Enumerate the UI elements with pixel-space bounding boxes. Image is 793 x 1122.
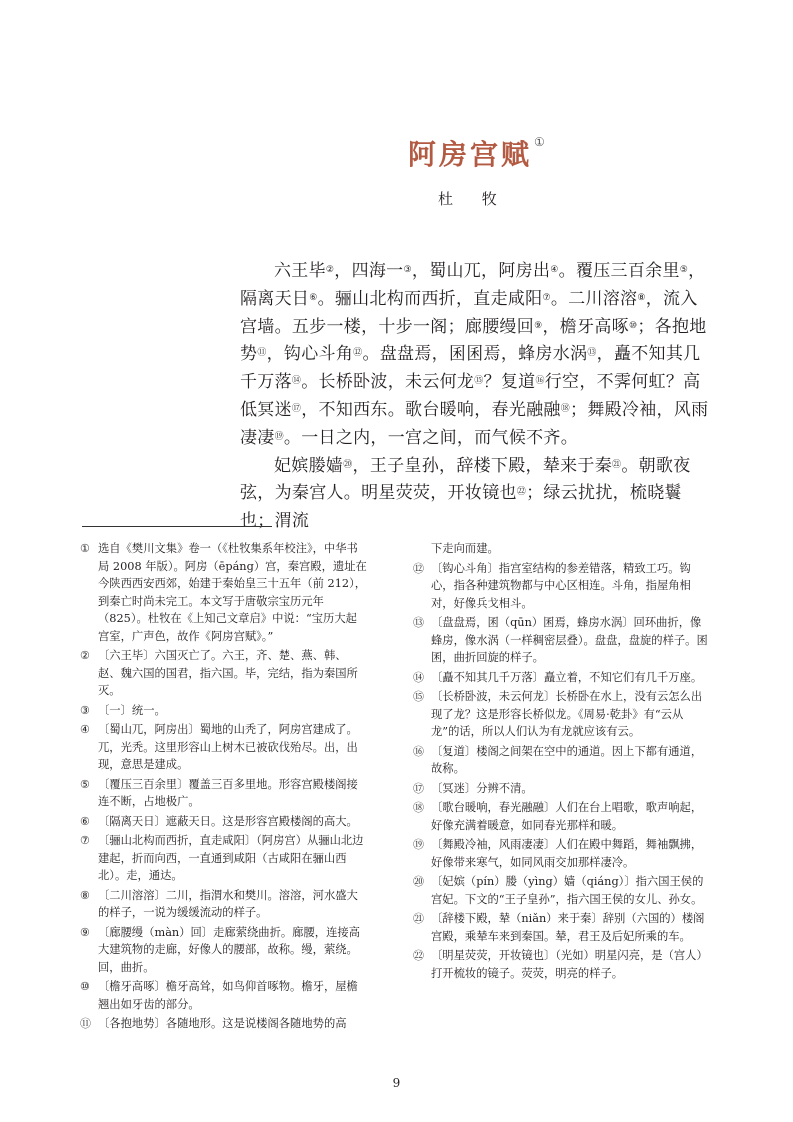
footnote-marker[interactable]: ② — [325, 265, 335, 275]
footnote — [413, 947, 711, 982]
footnote-text: 〔钩心斗角〕指宫室结构的参差错落，精致工巧。钩心，指各种建筑物都与中心区相连。斗角，指屋角相对，好像兵戈相斗。 — [431, 561, 691, 610]
text-segment: 。覆压三百余里 — [558, 261, 680, 281]
footnote-marker[interactable]: ⑭ — [291, 376, 302, 387]
footnote — [413, 780, 711, 798]
footnote-text: 〔檐牙高啄〕檐牙高耸，如鸟仰首啄物。檐牙，屋檐翘出如牙齿的部分。 — [98, 980, 358, 1011]
text-segment: ，檐牙高啄 — [542, 316, 629, 337]
footnote-marker[interactable]: ⑦ — [542, 292, 551, 303]
footnote-text: 〔矗不知其几千万落〕矗立着，不知它们有几千万座。 — [431, 670, 703, 684]
text-segment: 。长桥卧波，未云何龙 — [301, 372, 475, 393]
footnote-number: ㉒ — [413, 949, 424, 962]
footnote-number: ⑨ — [80, 925, 90, 939]
footnotes-left-column — [80, 540, 368, 1035]
footnote-text: 〔六王毕〕六国灭亡了。六王，齐、楚、燕、韩、赵、魏六国的国君，指六国。毕，完结，指为秦国所灭。 — [98, 649, 358, 697]
text-segment: ，流入宫墙。五步一楼，十步一阁；廊腰缦回 — [240, 288, 698, 337]
text-segment: ？复道 — [483, 372, 536, 393]
text-segment: ，不知西东。歌台暖响，春光融融 — [301, 399, 561, 420]
footnote-text: 下走向而建。 — [431, 542, 499, 555]
text-segment: ；绿云扰扰，梳晓鬟也；渭流 — [240, 483, 682, 532]
footnote-marker[interactable]: ⑥ — [309, 292, 318, 303]
footnote-marker[interactable]: ⑯ — [535, 376, 545, 387]
footnote-text: 〔廊腰缦（màn）回〕走廊萦绕曲折。廊腰，连接高大建筑物的走廊，好像人的腰部，故称。缦，萦绕。回，曲折。 — [98, 925, 360, 974]
footnote — [413, 669, 711, 687]
text-segment: 。二川溶溶 — [550, 288, 638, 309]
footnote — [80, 702, 368, 720]
text-segment: ；各抱地势 — [240, 316, 707, 365]
footnote-text: 〔复道〕楼阁之间架在空中的通道。因上下都有通道，故称。 — [431, 744, 703, 775]
footnote-number: ⑧ — [80, 888, 90, 902]
footnote-text: 〔妃嫔（pín）媵（yìng）嫱（qiáng）〕指六国王侯的宫妃。下文的“王子皇孙”，指六国王侯的女儿、孙女。 — [431, 875, 704, 906]
text-segment: 。骊山北构而西折，直走咸阳 — [317, 288, 543, 309]
footnote-number: ② — [80, 649, 90, 662]
footnote — [80, 978, 368, 1013]
footnote-text: 〔二川溶溶〕二川，指渭水和樊川。溶溶，河水盛大的样子，一说为缓缓流动的样子。 — [98, 888, 358, 919]
footnote-marker[interactable]: ⑮ — [474, 376, 484, 387]
footnote-marker[interactable]: ⑪ — [257, 348, 267, 359]
footnote-number: ⑯ — [413, 744, 424, 758]
footnote-marker[interactable]: ⑩ — [628, 320, 638, 331]
footnote-divider — [82, 526, 272, 527]
footnote-marker[interactable]: ③ — [403, 265, 412, 275]
footnote-number: ⑳ — [413, 875, 424, 888]
text-segment: 。一日之内，一宫之间，而气候不齐。 — [283, 427, 579, 448]
footnote — [413, 688, 711, 741]
footnote — [80, 813, 368, 831]
footnote — [80, 776, 368, 811]
author: 杜 牧 — [438, 190, 509, 208]
footnote-text: 〔覆压三百余里〕覆盖三百多里地。形容宫殿楼阁接连不断，占地极广。 — [98, 777, 358, 808]
footnote-number: ① — [80, 542, 90, 555]
footnote-marker[interactable]: ⑱ — [560, 403, 571, 414]
footnote — [413, 836, 711, 871]
text-segment: ，矗不知其几千万落 — [240, 344, 701, 393]
footnote — [80, 721, 368, 774]
footnote-text: 〔骊山北构而西折，直走咸阳〕（阿房宫）从骊山北边建起，折而向西，一直通到咸阳（古咸阳在骊山西北）。走，通达。 — [98, 834, 364, 882]
footnote — [413, 614, 711, 667]
footnote-text: 〔辞楼下殿，辇（niǎn）来于秦〕辞别（六国的）楼阁宫殿，乘辇车来到秦国。辇，君王及后妃所乘的车。 — [431, 912, 705, 943]
footnote-marker[interactable]: ⑤ — [679, 265, 689, 275]
footnote — [80, 887, 368, 922]
footnote-number: ③ — [80, 703, 90, 717]
footnote-marker[interactable]: ⑫ — [353, 348, 363, 359]
text-segment: ，蜀山兀，阿房出 — [411, 261, 551, 281]
footnote-number: ㉑ — [413, 912, 424, 925]
footnote-marker[interactable]: ⑨ — [534, 320, 543, 331]
footnote — [413, 910, 711, 945]
footnote — [80, 647, 368, 700]
page-number: 9 — [392, 1076, 401, 1090]
footnote-text: 〔盘盘焉，囷（qūn）囷焉，蜂房水涡〕回环曲折，像蜂房，像水涡（一样稠密层叠）。盘盘，盘旋的样子。囷囷，曲折回旋的样子。 — [431, 616, 708, 664]
footnote-number: ④ — [80, 723, 90, 736]
footnote-number: ⑦ — [80, 834, 90, 847]
footnote-number: ⑬ — [413, 616, 424, 629]
footnote-text: 〔歌台暖响，春光融融〕人们在台上唱歌，歌声响起，好像充满着暖意，如同春光那样和暖。 — [431, 801, 703, 832]
text-segment: ；舞殿冷袖，风雨凄凄 — [240, 399, 709, 448]
footnote-text: 选自《樊川文集》卷一（《杜牧集系年校注》，中华书局 2008 年版）。阿房（ēpáng）宫，秦宫殿，遗址在今陕西西安西郊，始建于秦始皇三十五年（前 212），到秦亡时尚未完工。本文写于唐敬宗宝历元年（825）。杜牧在《上知己文章启》中说：“宝历大起宫室，广声色，故作《阿房宫赋》。” — [98, 542, 367, 643]
footnote-marker[interactable]: ⑧ — [637, 292, 646, 303]
paragraph — [240, 258, 712, 453]
footnote — [413, 560, 711, 613]
footnote-marker[interactable]: ④ — [550, 265, 559, 275]
main-text — [240, 258, 712, 536]
footnote-number: ⑥ — [80, 814, 90, 828]
title-text: 阿房宫赋 — [408, 138, 533, 171]
footnote — [80, 924, 368, 977]
footnote-number: ⑱ — [413, 801, 424, 814]
page-title — [408, 133, 548, 173]
footnote — [413, 799, 711, 834]
footnote-text: 〔隔离天日〕遮蔽天日。这是形容宫殿楼阁的高大。 — [98, 814, 358, 828]
footnote-text: 〔明星荧荧，开妆镜也〕（光如）明星闪亮，是（宫人）打开梳妆的镜子。荧荧，明亮的样子。 — [431, 949, 708, 980]
text-segment: ，钩心斗角 — [266, 344, 354, 365]
footnote-number: ⑮ — [413, 690, 424, 703]
footnote-text: 〔舞殿冷袖，风雨凄凄〕人们在殿中舞蹈，舞袖飘拂，好像带来寒气，如同风雨交加那样凄冷。 — [431, 838, 703, 869]
footnote-number: ⑭ — [413, 670, 424, 684]
footnote-marker[interactable]: ⑲ — [274, 431, 284, 442]
footnote-text: 〔一〕统一。 — [98, 703, 166, 717]
text-segment: 。朝歌夜弦，为秦宫人。明星荧荧，开妆镜也 — [240, 455, 691, 504]
paragraph — [240, 453, 712, 536]
footnote-number: ⑫ — [413, 561, 424, 575]
footnote-number: ⑲ — [413, 838, 424, 851]
footnote-number: ⑰ — [413, 781, 424, 795]
text-segment: ，隔离天日 — [240, 261, 706, 309]
footnote-number: ⑪ — [80, 1017, 91, 1030]
text-segment: ，王子皇孙，辞楼下殿，辇来于秦 — [352, 455, 613, 476]
footnote — [80, 540, 368, 645]
footnote-text: 〔长桥卧波，未云何龙〕长桥卧在水上，没有云怎么出现了龙？这是形容长桥似龙。《周易·乾卦》有“云从龙”的话，所以人们认为有龙就应该有云。 — [431, 690, 703, 738]
footnote — [413, 540, 711, 558]
footnote-number: ⑩ — [80, 980, 90, 993]
footnote-marker[interactable]: ⑳ — [343, 459, 353, 470]
footnote-marker[interactable]: ㉑ — [612, 459, 622, 470]
footnote-text: 〔各抱地势〕各随地形。这是说楼阁各随地势的高 — [98, 1017, 347, 1030]
footnote — [80, 832, 368, 885]
footnote — [80, 1015, 368, 1033]
text-segment: 行空，不霁何虹？高低冥迷 — [240, 372, 701, 420]
footnote-marker[interactable]: ⑬ — [587, 348, 597, 359]
title-footnote-marker: ① — [534, 135, 548, 149]
footnote-marker[interactable]: ㉒ — [516, 487, 527, 498]
footnotes-right-column — [413, 540, 711, 984]
footnote — [413, 873, 711, 908]
text-segment: 妃嫔媵嫱 — [274, 455, 344, 476]
footnote-text: 〔冥迷〕分辨不清。 — [431, 781, 533, 795]
footnote-number: ⑤ — [80, 777, 90, 791]
text-segment: 。盘盘焉，囷囷焉，蜂房水涡 — [362, 344, 588, 365]
footnote — [413, 743, 711, 778]
text-segment: 六王毕 — [274, 261, 326, 281]
footnote-text: 〔蜀山兀，阿房出〕蜀地的山秃了，阿房宫建成了。兀，光秃。这里形容山上树木已被砍伐殆尽。出，出现，意思是建成。 — [98, 723, 358, 771]
text-segment: ，四海一 — [334, 261, 404, 281]
footnote-marker[interactable]: ⑰ — [291, 403, 302, 414]
footnote-number — [413, 540, 431, 558]
